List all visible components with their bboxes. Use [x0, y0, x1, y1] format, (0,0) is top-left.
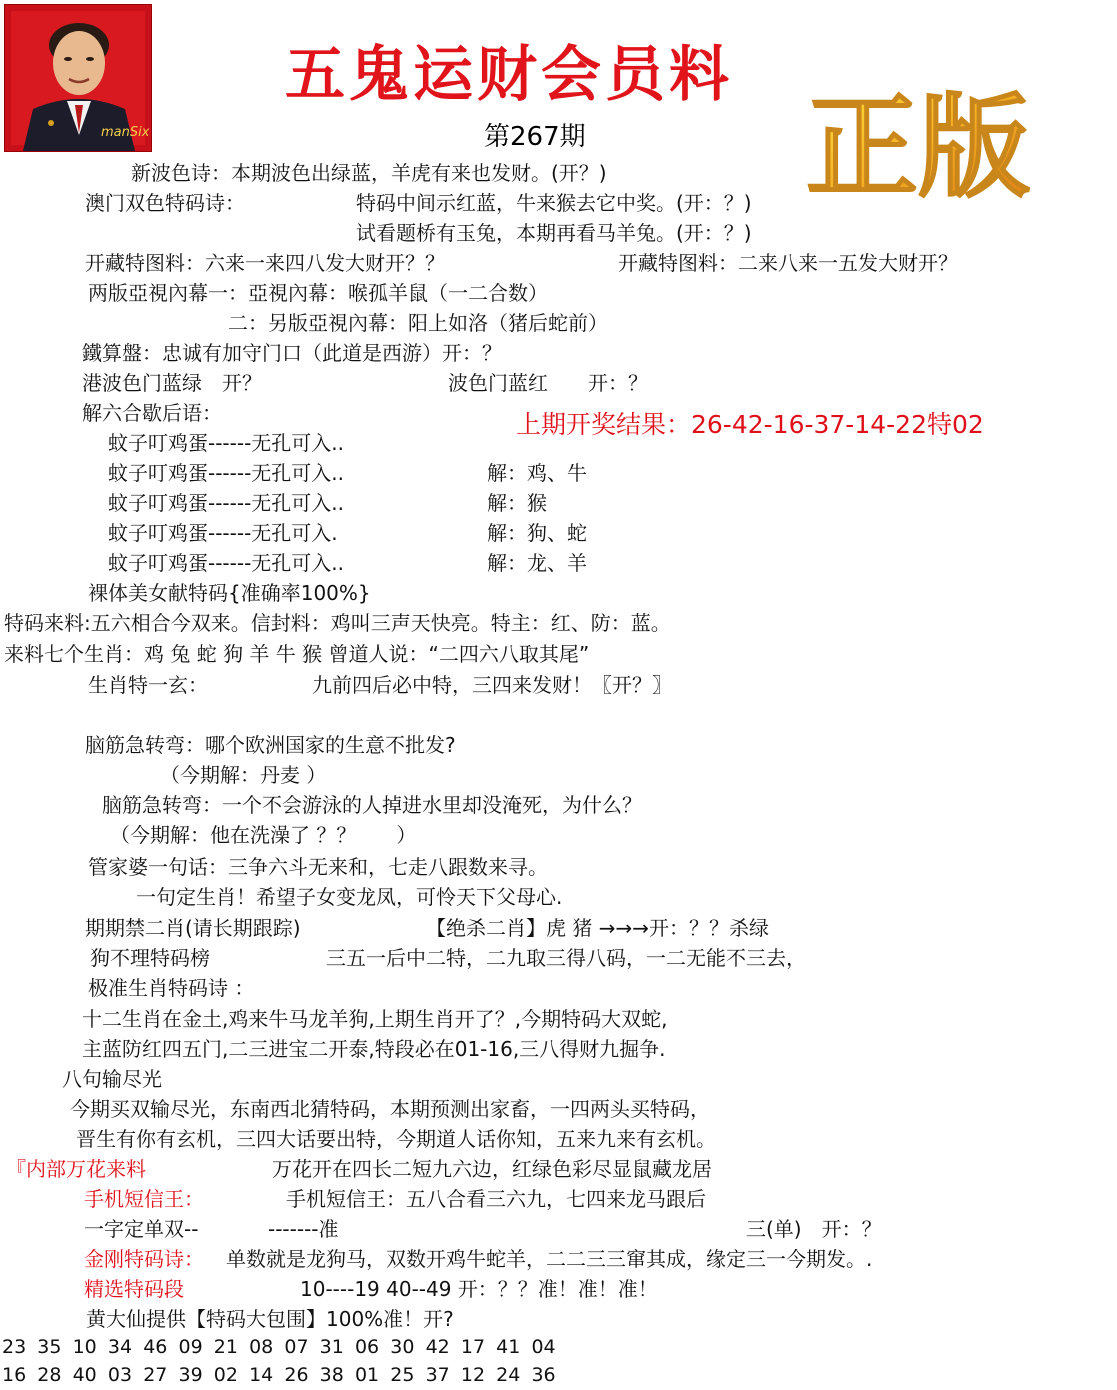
number-cell: 08 [249, 1336, 274, 1358]
precise-zodiac-poem-heading: 极准生肖特码诗 ： [88, 976, 255, 1000]
numbers-row-1 [2, 1335, 567, 1359]
number-cell: 39 [178, 1364, 203, 1386]
riddle-line-1: 蚊子叮鸡蛋------无孔可入.. [108, 431, 345, 455]
number-cell: 28 [37, 1364, 62, 1386]
number-cell: 31 [319, 1336, 344, 1358]
new-wave-color-poem: 新波色诗：本期波色出绿蓝，羊虎有来也发财。(开？) [131, 161, 607, 185]
special-code-source: 特码来料:五六相合今双来。信封料：鸡叫三声天快亮。特主：红、防：蓝。 [4, 611, 671, 635]
number-cell: 27 [143, 1364, 168, 1386]
number-cell: 41 [496, 1336, 521, 1358]
diamond-poem-label: 金刚特码诗： [84, 1247, 204, 1271]
number-cell: 35 [37, 1336, 62, 1358]
number-cell: 10 [72, 1336, 97, 1358]
genuine-stamp-text: 正版 [806, 82, 1030, 202]
riddle-answer-2: 解：鸡、牛 [487, 461, 587, 485]
number-cell: 42 [425, 1336, 450, 1358]
atv-inside-two: 二：另版亞視內幕：阳上如洛（猪后蛇前） [228, 311, 608, 335]
number-cell: 21 [213, 1336, 238, 1358]
brain-teaser-2-answer: （今期解：他在洗澡了 ？？ ） [110, 823, 417, 847]
number-cell: 02 [213, 1364, 238, 1386]
seven-zodiacs: 来料七个生肖：鸡 兔 蛇 狗 羊 牛 猴 曾道人说：“二四六八取其尾” [4, 642, 590, 666]
number-cell: 23 [2, 1336, 27, 1358]
hidden-picture-a: 开藏特图料：六来一来四八发大财开？？ [85, 251, 445, 275]
odd-even-result: 三(单) 开：？ [746, 1217, 882, 1241]
banned-two-label: 期期禁二肖(请长期跟踪) [85, 916, 301, 940]
sms-king-text: 手机短信王：五八合看三六九，七四来龙马跟后 [286, 1187, 706, 1211]
riddle-line-2: 蚊子叮鸡蛋------无孔可入.. [108, 461, 345, 485]
hidden-picture-b: 开藏特图料：二来八来一五发大财开？ [618, 251, 958, 275]
issue-number: 第267期 [484, 122, 586, 152]
brain-teaser-2: 脑筋急转弯：一个不会游泳的人掉进水里却没淹死，为什么？ [102, 793, 642, 817]
banned-two-text: 【绝杀二肖】虎 猪 →→→开：？？杀绿 [426, 916, 769, 940]
macau-poem-line1: 特码中间示红蓝，牛来猴去它中奖。(开：？) [356, 191, 752, 215]
precise-zodiac-poem-line2: 主蓝防红四五门,二三进宝二开泰,特段必在01-16,三八得财九掘争. [82, 1037, 666, 1061]
housekeeper-saying: 管家婆一句话：三争六斗无来和，七走八跟数来寻。 [88, 855, 548, 879]
number-cell: 38 [319, 1364, 344, 1386]
number-cell: 09 [178, 1336, 203, 1358]
odd-even-label: 一字定单双-- [84, 1217, 199, 1241]
odd-even-mid: -------准 [268, 1217, 339, 1241]
last-draw-result: 上期开奖结果：26-42-16-37-14-22特02 [516, 410, 984, 439]
riddle-answer-5: 解：龙、羊 [487, 551, 587, 575]
number-cell: 36 [531, 1364, 556, 1386]
riddle-line-4: 蚊子叮鸡蛋------无孔可入. [108, 521, 338, 545]
number-cell: 34 [107, 1336, 133, 1358]
selected-range-text: 10----19 40--49 开：？？准！准！准！ [300, 1277, 658, 1301]
dog-list-text: 三五一后中二特，二九取三得八码，一二无能不三去， [326, 946, 806, 970]
macau-poem-line2: 试看题桥有玉兔，本期再看马羊兔。(开：？) [356, 221, 752, 245]
riddle-line-5: 蚊子叮鸡蛋------无孔可入.. [108, 551, 345, 575]
number-cell: 46 [143, 1336, 168, 1358]
numbers-row-2 [2, 1363, 567, 1387]
selected-range-label: 精选特码段 [84, 1277, 184, 1301]
iron-abacus: 鐵算盤：忠诚有加守门口（此道是西游）开：？ [82, 341, 502, 365]
atv-inside-one: 两版亞視內幕一：亞視內幕：喉孤羊鼠（一二合数） [88, 281, 548, 305]
genuine-stamp [800, 82, 1060, 202]
brain-teaser-1-answer: （今期解：丹麦 ） [160, 763, 327, 787]
riddle-answer-4: 解：狗、蛇 [487, 521, 587, 545]
header-photo [4, 4, 152, 152]
number-cell: 07 [284, 1336, 309, 1358]
number-cell: 12 [460, 1364, 486, 1386]
number-cell: 01 [354, 1364, 380, 1386]
number-cell: 24 [496, 1364, 521, 1386]
number-cell: 17 [460, 1336, 486, 1358]
number-cell: 26 [284, 1364, 309, 1386]
precise-zodiac-poem-line1: 十二生肖在金土,鸡来牛马龙羊狗,上期生肖开了？,今期特码大双蛇, [82, 1007, 668, 1031]
wong-tai-sin-line: 黄大仙提供【特码大包围】100%准！开? [86, 1307, 454, 1331]
one-line-zodiac: 一句定生肖！希望子女变龙凤，可怜天下父母心. [136, 885, 563, 909]
page-title: 五鬼运财会员料 [285, 40, 733, 110]
number-cell: 30 [390, 1336, 415, 1358]
inner-flowers-text: 万花开在四长二短九六边，红绿色彩尽显鼠藏龙居 [272, 1157, 712, 1181]
number-cell: 04 [531, 1336, 556, 1358]
number-cell: 16 [2, 1364, 27, 1386]
accuracy-claim: 裸体美女献特码{准确率100%} [88, 581, 371, 605]
riddle-line-3: 蚊子叮鸡蛋------无孔可入.. [108, 491, 345, 515]
dog-list-label: 狗不理特码榜 [90, 946, 210, 970]
macau-poem-label: 澳门双色特码诗： [85, 191, 245, 215]
eight-lines-1: 今期买双输尽光，东南西北猜特码，本期预测出家畜，一四两头买特码， [70, 1097, 710, 1121]
hk-wave-color-a: 港波色门蓝绿 开？ [82, 371, 262, 395]
zodiac-mystery-label: 生肖特一玄： [88, 673, 208, 697]
hk-wave-color-b: 波色门蓝红 开：？ [448, 371, 648, 395]
zodiac-mystery-text: 九前四后必中特，三四来发财！〖开？〗 [312, 673, 672, 697]
riddle-answer-3: 解：猴 [487, 491, 547, 515]
number-cell: 37 [425, 1364, 450, 1386]
photo-watermark: manSix [101, 125, 150, 140]
number-cell: 03 [107, 1364, 133, 1386]
eight-lines-heading: 八句输尽光 [62, 1067, 162, 1091]
number-cell: 14 [249, 1364, 274, 1386]
sms-king-label: 手机短信王： [84, 1187, 204, 1211]
number-cell: 25 [390, 1364, 415, 1386]
eight-lines-2: 晋生有你有玄机，三四大话要出特，今期道人话你知，五来九来有玄机。 [76, 1127, 716, 1151]
inner-flowers-label: 『内部万花来料 [6, 1157, 146, 1181]
riddle-heading: 解六合歇后语： [82, 401, 222, 425]
brain-teaser-1: 脑筋急转弯：哪个欧洲国家的生意不批发? [85, 733, 456, 757]
number-cell: 40 [72, 1364, 97, 1386]
number-cell: 06 [354, 1336, 380, 1358]
diamond-poem-text: 单数就是龙狗马，双数开鸡牛蛇羊，二二三三窜其成，缘定三一今期发。. [226, 1247, 873, 1271]
